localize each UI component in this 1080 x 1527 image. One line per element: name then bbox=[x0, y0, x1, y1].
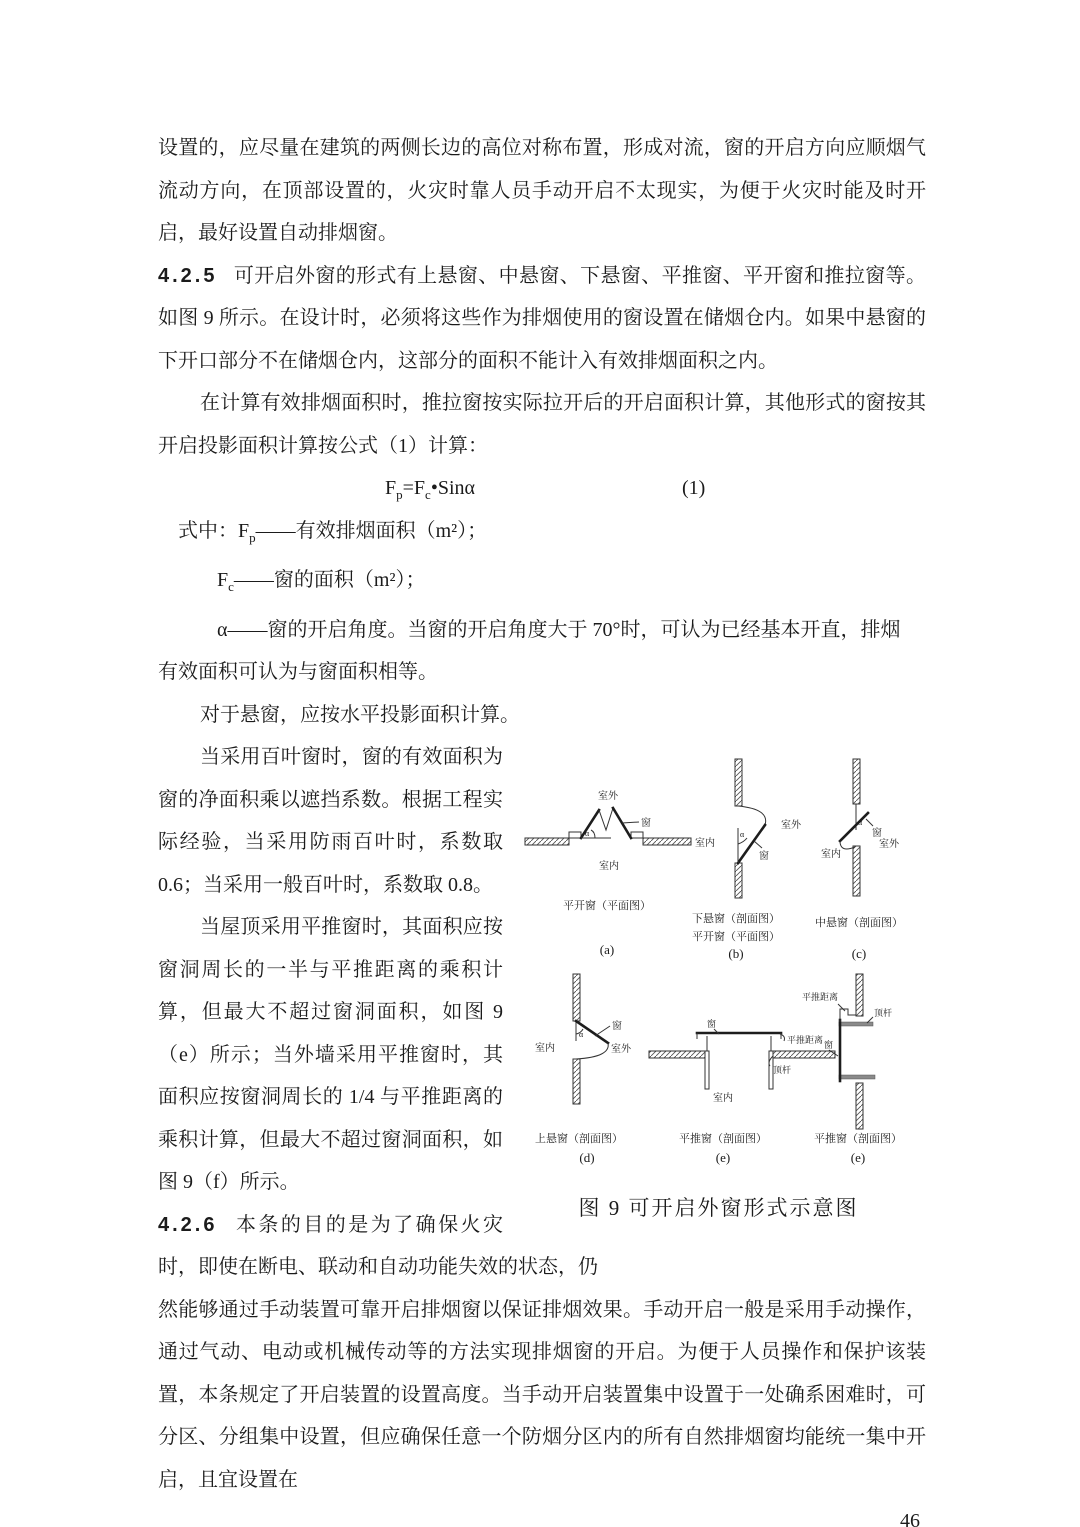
paragraph-louver: 当采用百叶窗时，窗的有效面积为窗的净面积乘以遮挡系数。根据工程实际经验，当采用防雨百叶时，系数取 0.6；当采用一般百叶时，系数取 0.8。 bbox=[158, 746, 503, 896]
formula-number: (1) bbox=[682, 477, 706, 499]
window-label: 窗 bbox=[612, 1021, 622, 1032]
alpha-label: α bbox=[585, 829, 590, 838]
paragraph-push-window: 当屋顶采用平推窗时，其面积应按窗洞周长的一半与平推距离的乘积计算，但最大不超过窗洞面积，如图 9（e）所示；当外墙采用平推窗时，其面积应按窗洞周长的 1/4 与平推距离的乘积计算，但最大不超过窗洞面积，如图 9（f）所示。 bbox=[158, 916, 503, 1193]
panel-b-title-2: 平开窗（平面图） bbox=[692, 931, 780, 943]
figure-9-diagrams bbox=[511, 746, 926, 1171]
panel-f-tag: (e) bbox=[850, 1150, 866, 1165]
inside-label: 室内 bbox=[695, 838, 715, 849]
formula-expression: $F_p=F_c•Sin\alpha$ bbox=[385, 477, 475, 502]
panel-a-tag: (a) bbox=[599, 942, 615, 957]
clause-number: 4.2.5 bbox=[158, 264, 218, 287]
panel-d-title: 上悬窗（剖面图） bbox=[535, 1133, 623, 1145]
outside-label: 室外 bbox=[611, 1044, 631, 1055]
clause-text: 本条的目的是为了确保火灾时，即使在断电、联动和自动功能失效的状态，仍 bbox=[158, 1213, 598, 1278]
clause-4-2-5 bbox=[158, 255, 926, 383]
where-line-fp: 式中：$F_p——$有效排烟面积（m²）； bbox=[178, 519, 488, 545]
figure-9 bbox=[511, 746, 926, 1223]
paragraph-bottom: 然能够通过手动装置可靠开启排烟窗以保证排烟效果。手动开启一般是采用手动操作，通过气动、电动或机械传动等的方法实现排烟窗的开启。为便于人员操作和保护该装置，本条规定了开启装置的设置高度。当手动开启装置集中设置于一处确系困难时，可分区、分组集中设置，但应确保任意一个防烟分区内的所有自然排烟窗均能统一集中开启，且宜设置在 bbox=[158, 1298, 926, 1491]
inside-label: 室内 bbox=[713, 1093, 733, 1104]
outside-label: 室外 bbox=[879, 839, 899, 850]
panel-c-center-pivot-section bbox=[815, 759, 903, 961]
inside-label: 室内 bbox=[535, 1043, 555, 1054]
alpha-label: α bbox=[858, 818, 863, 827]
panel-b-title-1: 下悬窗（剖面图） bbox=[692, 913, 780, 925]
where-line-alpha-cont: 有效面积可认为与窗面积相等。 bbox=[158, 661, 438, 683]
inside-label: 室内 bbox=[821, 849, 841, 860]
figure-9-caption: 图 9 可开启外窗形式示意图 bbox=[578, 1195, 859, 1220]
push-rod-label: 顶杆 bbox=[874, 1008, 893, 1018]
panel-f-push-out-wall-section bbox=[802, 974, 902, 1165]
clause-number: 4.2.6 bbox=[158, 1213, 218, 1236]
push-distance-label: 平推距离 bbox=[787, 1035, 824, 1045]
window-label: 窗 bbox=[759, 851, 769, 862]
window-label: 窗 bbox=[641, 818, 651, 829]
panel-b-tag: (b) bbox=[728, 946, 744, 961]
clause-text: 可开启外窗的形式有上悬窗、中悬窗、下悬窗、平推窗、平开窗和推拉窗等。如图 9 所示。在设计时，必须将这些作为排烟使用的窗设置在储烟仓内。如果中悬窗的下开口部分不在储烟仓内，这部分的面积不能计入有效排烟面积之内。 bbox=[158, 264, 926, 372]
outside-label: 室外 bbox=[781, 820, 801, 831]
push-distance-label: 平推距离 bbox=[801, 992, 838, 1002]
push-rod-label: 顶杆 bbox=[773, 1065, 792, 1075]
panel-e-title: 平推窗（剖面图） bbox=[679, 1133, 767, 1145]
panel-d-top-hung-section bbox=[535, 974, 632, 1165]
alpha-label: α bbox=[579, 1030, 584, 1039]
panel-d-tag: (d) bbox=[579, 1150, 595, 1165]
where-line-alpha: α——窗的开启角度。当窗的开启角度大于 70°时，可认为已经基本开直，排烟 bbox=[217, 618, 901, 641]
panel-e-push-out-roof-section bbox=[649, 1018, 835, 1165]
paragraph-hanging-window: 对于悬窗，应按水平投影面积计算。 bbox=[200, 703, 520, 726]
panel-c-tag: (c) bbox=[851, 946, 867, 961]
equation-1 bbox=[158, 467, 926, 510]
where-line-fc: $F_c——$窗的面积（m²）； bbox=[217, 569, 426, 594]
panel-f-title: 平推窗（剖面图） bbox=[814, 1133, 902, 1145]
panel-b-bottom-hung-section bbox=[692, 759, 802, 961]
panel-a-title: 平开窗（平面图） bbox=[563, 900, 651, 912]
outside-label: 室外 bbox=[598, 791, 618, 802]
panel-c-title: 中悬窗（剖面图） bbox=[815, 917, 903, 929]
two-column-section bbox=[158, 736, 926, 1289]
page-number: 46 bbox=[900, 1510, 920, 1527]
panel-a-casement-plan bbox=[525, 789, 691, 957]
window-label: 窗 bbox=[707, 1019, 717, 1029]
page-content bbox=[158, 127, 926, 1527]
window-label: 窗 bbox=[823, 1040, 833, 1050]
paragraph-calculation: 在计算有效排烟面积时，推拉窗按实际拉开后的开启面积计算，其他形式的窗按其开启投影面积计算按公式（1）计算： bbox=[158, 392, 926, 457]
panel-e-tag: (e) bbox=[715, 1150, 731, 1165]
window-label: 窗 bbox=[872, 828, 882, 839]
alpha-label: α bbox=[740, 830, 745, 839]
inside-label: 室内 bbox=[599, 861, 619, 872]
paragraph-continuation: 设置的，应尽量在建筑的两侧长边的高位对称布置，形成对流，窗的开启方向应顺烟气流动方向，在顶部设置的，火灾时靠人员手动开启不太现实，为便于火灾时能及时开启，最好设置自动排烟窗。 bbox=[158, 137, 926, 244]
